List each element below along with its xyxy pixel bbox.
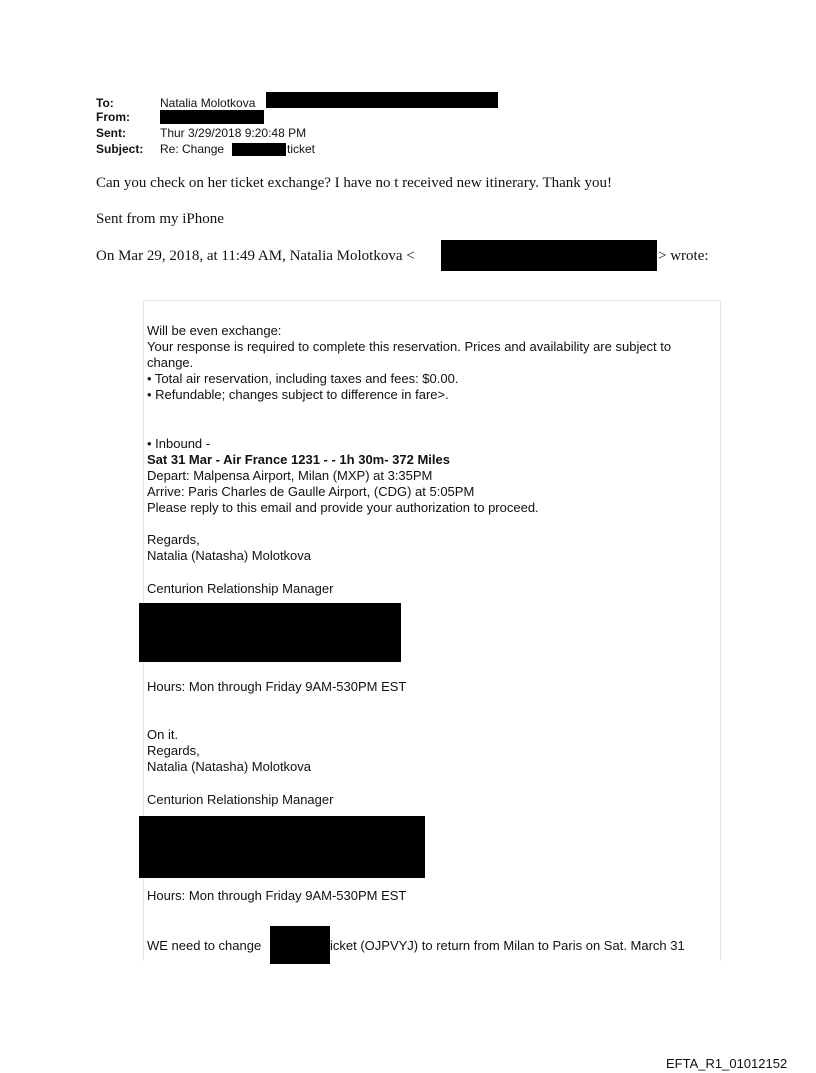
- redaction-block: [139, 816, 425, 878]
- quote-intro-suffix: > wrote:: [658, 248, 709, 264]
- subject-label: Subject:: [96, 142, 144, 156]
- hours-line: Hours: Mon through Friday 9AM-530PM EST: [147, 679, 407, 694]
- quote-line: change.: [147, 355, 194, 370]
- quote-line: Arrive: Paris Charles de Gaulle Airport, (CDG) at 5:05PM: [147, 484, 475, 499]
- to-label: To:: [96, 96, 114, 110]
- quote-line: • Total air reservation, including taxes and fees: $0.00.: [147, 371, 459, 386]
- document-id: EFTA_R1_01012152: [666, 1056, 788, 1071]
- signature-name: Natalia (Natasha) Molotkova: [147, 759, 312, 774]
- redaction-block: [270, 926, 330, 964]
- quote-line: Your response is required to complete this reservation. Prices and availability are subject to: [147, 339, 672, 354]
- flight-heading: Sat 31 Mar - Air France 1231 - - 1h 30m- 372 Miles: [147, 452, 450, 467]
- redaction-block: [160, 110, 264, 124]
- sent-label: Sent:: [96, 126, 126, 140]
- redaction-block: [232, 143, 286, 156]
- quote-line-suffix: icket (OJPVYJ) to return from Milan to Paris on Sat. March 31: [330, 938, 685, 953]
- quote-line: Please reply to this email and provide your authorization to proceed.: [147, 500, 539, 515]
- to-value: Natalia Molotkova: [160, 96, 256, 110]
- redaction-block: [441, 240, 657, 271]
- sent-value: Thur 3/29/2018 9:20:48 PM: [160, 126, 307, 140]
- quote-line: • Refundable; changes subject to difference in fare>.: [147, 387, 449, 402]
- quote-intro-prefix: On Mar 29, 2018, at 11:49 AM, Natalia Molotkova <: [96, 248, 415, 264]
- hours-line: Hours: Mon through Friday 9AM-530PM EST: [147, 888, 407, 903]
- quote-line-prefix: WE need to change: [147, 938, 262, 953]
- body-line: Sent from my iPhone: [96, 211, 224, 227]
- signature-title: Centurion Relationship Manager: [147, 581, 334, 596]
- from-label: From:: [96, 110, 130, 124]
- quote-line: • Inbound -: [147, 436, 211, 451]
- quote-line: Regards,: [147, 743, 200, 758]
- subject-prefix: Re: Change: [160, 142, 225, 156]
- redaction-block: [139, 603, 401, 662]
- signature-name: Natalia (Natasha) Molotkova: [147, 548, 312, 563]
- quote-line: Depart: Malpensa Airport, Milan (MXP) at 3:35PM: [147, 468, 433, 483]
- subject-suffix: ticket: [287, 142, 316, 156]
- quote-line: Regards,: [147, 532, 200, 547]
- quote-line: On it.: [147, 727, 179, 742]
- signature-title: Centurion Relationship Manager: [147, 792, 334, 807]
- quote-line: Will be even exchange:: [147, 323, 282, 338]
- body-line: Can you check on her ticket exchange? I have no t received new itinerary. Thank you!: [96, 175, 613, 191]
- redaction-block: [266, 92, 498, 108]
